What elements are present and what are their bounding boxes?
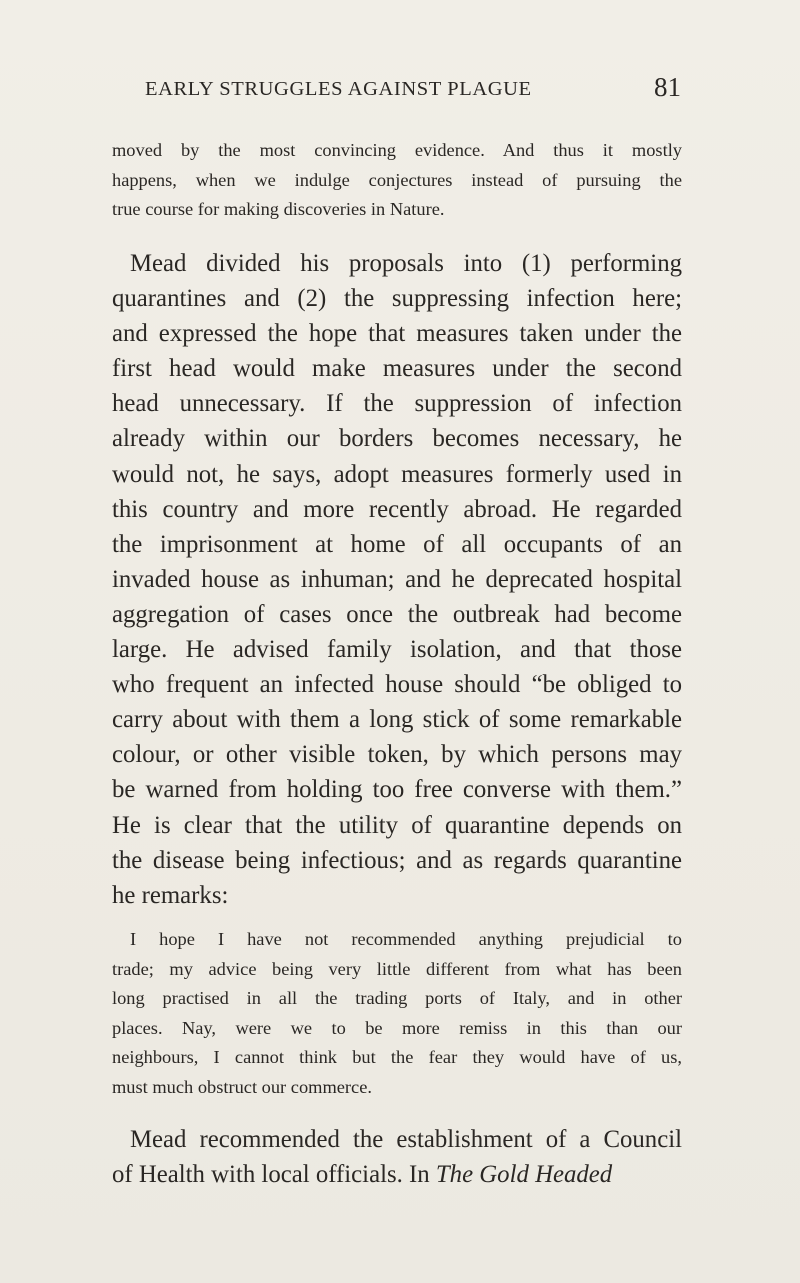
text-line: colour, or other visible token, by which persons may [112, 741, 682, 769]
text-line: head unnecessary. If the suppression of infection [112, 390, 682, 418]
running-title: EARLY STRUGGLES AGAINST PLAGUE [145, 78, 532, 100]
running-header [145, 74, 681, 104]
text-line: carry about with them a long stick of some remarkable [112, 706, 682, 734]
text-line: true course for making discoveries in Nature. [112, 199, 445, 219]
text-line: who frequent an infected house should “be obliged to [112, 671, 682, 699]
text-line: already within our borders becomes necessary, he [112, 425, 682, 453]
final-paragraph [112, 1122, 682, 1192]
continuation-paragraph [112, 136, 682, 225]
text-line: invaded house as inhuman; and he deprecated hospital [112, 565, 682, 593]
text-line: trade; my advice being very little different from what has been [112, 958, 682, 979]
text-line: would not, he says, adopt measures formerly used in [112, 460, 682, 488]
block-quote [112, 925, 682, 1102]
text-line: first head would make measures under the second [112, 355, 682, 383]
text-line: aggregation of cases once the outbreak had become [112, 600, 682, 628]
book-title-italic: The Gold Headed [435, 1161, 613, 1189]
text-line [112, 1157, 682, 1192]
text-run: of Health with local officials. In [112, 1161, 436, 1189]
text-line: long practised in all the trading ports of Italy, and in other [112, 988, 682, 1008]
text-line: places. Nay, were we to be more remiss in this than our [112, 1017, 682, 1038]
text-line: I hope I have not recommended anything prejudicial to [130, 929, 682, 949]
text-line: large. He advised family isolation, and that those [112, 636, 682, 664]
text-line: the imprisonment at home of all occupants of an [112, 530, 682, 558]
text-line: moved by the most convincing evidence. And thus it mostly [112, 140, 682, 160]
text-line: neighbours, I cannot think but the fear they would have of us, [112, 1047, 682, 1067]
text-line: happens, when we indulge conjectures instead of pursuing the [112, 169, 682, 190]
text-line: He is clear that the utility of quarantine depends on [112, 811, 682, 839]
text-line: must much obstruct our commerce. [112, 1076, 372, 1097]
text-line: Mead recommended the establishment of a Council [130, 1126, 682, 1153]
text-line: this country and more recently abroad. He regarded [112, 495, 682, 523]
text-line: and expressed the hope that measures taken under the [112, 320, 682, 348]
text-line: he remarks: [112, 881, 229, 909]
text-line: Mead divided his proposals into (1) performing [130, 250, 682, 277]
text-line: the disease being infectious; and as regards quarantine [112, 846, 682, 874]
main-paragraph [112, 246, 682, 913]
text-line: quarantines and (2) the suppressing infection here; [112, 285, 682, 313]
page-number: 81 [654, 72, 681, 102]
text-line: be warned from holding too free converse with them.” [112, 776, 682, 804]
